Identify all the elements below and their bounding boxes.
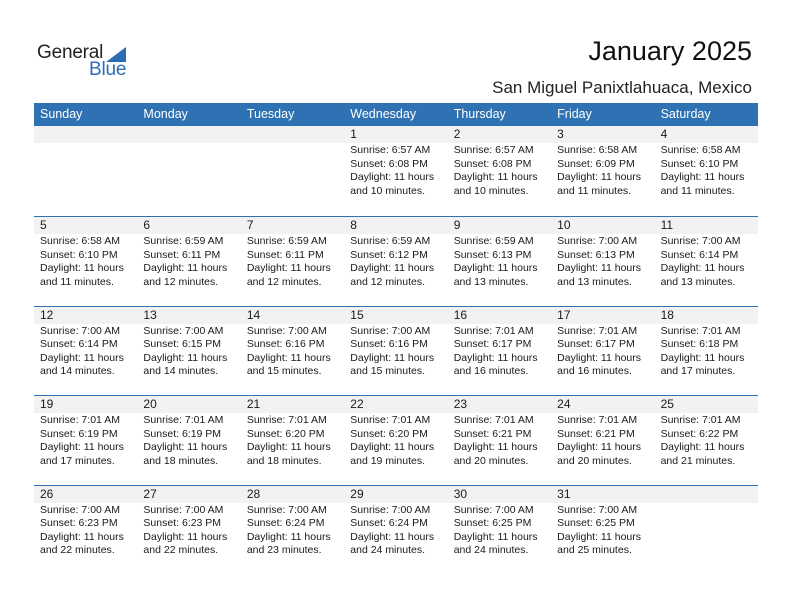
logo-blue-text: Blue xyxy=(89,59,127,80)
weekday-wednesday: Wednesday xyxy=(350,107,417,121)
sunset-text: Sunset: 6:08 PM xyxy=(350,157,428,170)
day-info xyxy=(241,503,344,558)
day-info xyxy=(241,413,344,468)
day-info xyxy=(344,413,447,468)
weekday-tuesday: Tuesday xyxy=(246,107,295,121)
sunset-text: Sunset: 6:10 PM xyxy=(660,157,739,170)
day-number: 15 xyxy=(344,307,447,324)
daylight-minutes-text: and 13 minutes. xyxy=(453,275,529,288)
sunrise-text: Sunrise: 7:01 AM xyxy=(557,414,638,426)
day-info xyxy=(34,234,137,289)
empty-day-cell xyxy=(655,486,758,575)
day-number: 2 xyxy=(448,126,551,143)
day-number: 28 xyxy=(241,486,344,503)
day-number: 13 xyxy=(137,307,240,324)
sunrise-text: Sunrise: 7:00 AM xyxy=(40,503,120,516)
day-number: 3 xyxy=(551,126,654,143)
daylight-text: Daylight: 11 hours xyxy=(350,171,435,183)
daylight-text: Daylight: 11 hours xyxy=(557,441,641,453)
sunset-text: Sunset: 6:20 PM xyxy=(350,427,428,440)
sunrise-text: Sunrise: 7:01 AM xyxy=(660,324,741,337)
day-number: 4 xyxy=(655,126,758,143)
day-info xyxy=(241,143,344,144)
daylight-minutes-text: and 11 minutes. xyxy=(557,184,632,197)
sunset-text: Sunset: 6:21 PM xyxy=(557,427,635,440)
day-cell xyxy=(344,486,447,575)
daylight-text: Daylight: 11 hours xyxy=(557,351,641,364)
daylight-minutes-text: and 22 minutes. xyxy=(40,544,115,556)
day-number: 23 xyxy=(448,396,551,413)
day-cell xyxy=(655,307,758,396)
sunrise-text: Sunrise: 7:01 AM xyxy=(246,414,327,426)
day-cell xyxy=(241,486,344,575)
day-number: 20 xyxy=(137,396,240,413)
daylight-minutes-text: and 16 minutes. xyxy=(557,365,632,377)
day-cell xyxy=(34,307,137,396)
week-row xyxy=(34,306,758,396)
sunset-text: Sunset: 6:23 PM xyxy=(40,517,118,529)
sunset-text: Sunset: 6:23 PM xyxy=(143,517,222,529)
day-cell xyxy=(551,486,654,575)
sunset-text: Sunset: 6:25 PM xyxy=(453,517,532,529)
daylight-text: Daylight: 11 hours xyxy=(453,171,538,183)
sunset-text: Sunset: 6:16 PM xyxy=(350,338,428,350)
sunrise-text: Sunrise: 6:58 AM xyxy=(660,144,741,156)
day-number: 19 xyxy=(34,396,137,413)
daylight-text: Daylight: 11 hours xyxy=(453,351,538,364)
location-subtitle: San Miguel Panixtlahuaca, Mexico xyxy=(492,78,752,97)
daylight-minutes-text: and 23 minutes. xyxy=(246,544,322,556)
daylight-text: Daylight: 11 hours xyxy=(557,530,641,543)
daylight-text: Daylight: 11 hours xyxy=(557,171,641,183)
day-number: 7 xyxy=(241,217,344,234)
day-number: 10 xyxy=(551,217,654,234)
daylight-minutes-text: and 14 minutes. xyxy=(143,365,219,377)
daylight-minutes-text: and 18 minutes. xyxy=(246,454,322,467)
daylight-text: Daylight: 11 hours xyxy=(143,351,228,364)
day-cell xyxy=(137,307,240,396)
sunset-text: Sunset: 6:10 PM xyxy=(40,248,118,261)
week-row xyxy=(34,126,758,216)
daylight-minutes-text: and 10 minutes. xyxy=(350,184,425,197)
day-info xyxy=(344,503,447,558)
day-number: 18 xyxy=(655,307,758,324)
week-row xyxy=(34,485,758,575)
daylight-minutes-text: and 13 minutes. xyxy=(557,275,632,288)
empty-day-cell xyxy=(137,126,240,216)
day-info xyxy=(551,234,654,289)
day-info xyxy=(344,234,447,289)
daylight-text: Daylight: 11 hours xyxy=(246,441,331,453)
sunset-text: Sunset: 6:13 PM xyxy=(453,248,532,261)
sunset-text: Sunset: 6:11 PM xyxy=(246,248,324,261)
day-cell xyxy=(448,396,551,485)
day-number: 25 xyxy=(655,396,758,413)
day-info xyxy=(137,324,240,379)
day-info xyxy=(655,503,758,504)
sunset-text: Sunset: 6:09 PM xyxy=(557,157,635,170)
day-cell xyxy=(551,396,654,485)
day-info xyxy=(344,324,447,379)
sunrise-text: Sunrise: 6:57 AM xyxy=(350,144,431,156)
sunrise-text: Sunrise: 6:59 AM xyxy=(143,235,224,247)
day-cell xyxy=(551,217,654,306)
daylight-minutes-text: and 22 minutes. xyxy=(143,544,219,556)
daylight-minutes-text: and 25 minutes. xyxy=(557,544,632,556)
day-cell xyxy=(34,396,137,485)
day-info xyxy=(137,143,240,144)
daylight-text: Daylight: 11 hours xyxy=(246,351,331,364)
day-cell xyxy=(344,307,447,396)
daylight-minutes-text: and 12 minutes. xyxy=(350,275,425,288)
sunset-text: Sunset: 6:08 PM xyxy=(453,157,532,170)
sunrise-text: Sunrise: 6:59 AM xyxy=(350,235,431,247)
day-number: 27 xyxy=(137,486,240,503)
daylight-text: Daylight: 11 hours xyxy=(350,530,435,543)
sunrise-text: Sunrise: 7:00 AM xyxy=(660,235,741,247)
sunrise-text: Sunrise: 6:59 AM xyxy=(453,235,534,247)
sunset-text: Sunset: 6:18 PM xyxy=(660,338,739,350)
daylight-text: Daylight: 11 hours xyxy=(660,262,745,274)
sunrise-text: Sunrise: 6:58 AM xyxy=(557,144,638,156)
day-info xyxy=(448,503,551,558)
day-cell xyxy=(551,307,654,396)
daylight-minutes-text: and 20 minutes. xyxy=(453,454,529,467)
sunset-text: Sunset: 6:22 PM xyxy=(660,427,739,440)
sunrise-text: Sunrise: 6:59 AM xyxy=(246,235,327,247)
empty-day-cell xyxy=(241,126,344,216)
daylight-text: Daylight: 11 hours xyxy=(350,262,435,274)
day-cell xyxy=(551,126,654,216)
daylight-text: Daylight: 11 hours xyxy=(453,530,538,543)
sunrise-text: Sunrise: 7:00 AM xyxy=(350,503,431,516)
day-info xyxy=(344,143,447,198)
day-info xyxy=(137,503,240,558)
day-info xyxy=(551,413,654,468)
daylight-text: Daylight: 11 hours xyxy=(660,351,745,364)
day-cell xyxy=(655,217,758,306)
daylight-minutes-text: and 16 minutes. xyxy=(453,365,529,377)
day-number: 26 xyxy=(34,486,137,503)
day-cell xyxy=(241,217,344,306)
day-number: 1 xyxy=(344,126,447,143)
sunrise-text: Sunrise: 7:01 AM xyxy=(350,414,431,426)
day-cell xyxy=(655,396,758,485)
weekday-sunday: Sunday xyxy=(40,107,83,121)
day-number xyxy=(34,126,137,143)
day-info xyxy=(655,324,758,379)
sunset-text: Sunset: 6:17 PM xyxy=(557,338,635,350)
day-number: 24 xyxy=(551,396,654,413)
sunrise-text: Sunrise: 7:00 AM xyxy=(143,324,224,337)
daylight-text: Daylight: 11 hours xyxy=(143,441,228,453)
day-cell xyxy=(448,307,551,396)
daylight-minutes-text: and 17 minutes. xyxy=(40,454,115,467)
daylight-text: Daylight: 11 hours xyxy=(246,530,331,543)
daylight-minutes-text: and 11 minutes. xyxy=(660,184,735,197)
day-number: 5 xyxy=(34,217,137,234)
daylight-minutes-text: and 15 minutes. xyxy=(350,365,425,377)
sunrise-text: Sunrise: 7:00 AM xyxy=(557,503,638,516)
sunrise-text: Sunrise: 7:00 AM xyxy=(453,503,534,516)
sunset-text: Sunset: 6:19 PM xyxy=(40,427,118,440)
sunset-text: Sunset: 6:24 PM xyxy=(246,517,325,529)
day-cell xyxy=(241,307,344,396)
sunset-text: Sunset: 6:14 PM xyxy=(40,338,118,350)
sunset-text: Sunset: 6:24 PM xyxy=(350,517,428,529)
sunrise-text: Sunrise: 7:01 AM xyxy=(453,324,534,337)
daylight-text: Daylight: 11 hours xyxy=(557,262,641,274)
day-cell xyxy=(34,486,137,575)
sunset-text: Sunset: 6:13 PM xyxy=(557,248,635,261)
week-row xyxy=(34,395,758,485)
day-info xyxy=(655,143,758,198)
day-number: 12 xyxy=(34,307,137,324)
sunrise-text: Sunrise: 7:01 AM xyxy=(40,414,120,426)
sunrise-text: Sunrise: 7:00 AM xyxy=(350,324,431,337)
day-info xyxy=(34,503,137,558)
day-number: 31 xyxy=(551,486,654,503)
day-number: 9 xyxy=(448,217,551,234)
sunrise-text: Sunrise: 7:01 AM xyxy=(557,324,638,337)
day-info xyxy=(551,324,654,379)
day-info xyxy=(241,324,344,379)
daylight-minutes-text: and 24 minutes. xyxy=(350,544,425,556)
weekday-thursday: Thursday xyxy=(453,107,506,121)
daylight-minutes-text: and 12 minutes. xyxy=(246,275,322,288)
sunrise-text: Sunrise: 7:00 AM xyxy=(40,324,120,337)
sunrise-text: Sunrise: 7:01 AM xyxy=(453,414,534,426)
day-info xyxy=(241,234,344,289)
day-number: 17 xyxy=(551,307,654,324)
daylight-minutes-text: and 21 minutes. xyxy=(660,454,736,467)
logo-general-text: General xyxy=(37,42,104,63)
daylight-text: Daylight: 11 hours xyxy=(143,530,228,543)
daylight-text: Daylight: 11 hours xyxy=(40,441,124,453)
day-info xyxy=(551,503,654,558)
weekday-monday: Monday xyxy=(143,107,188,121)
day-number xyxy=(241,126,344,143)
sunrise-text: Sunrise: 7:00 AM xyxy=(557,235,638,247)
empty-day-cell xyxy=(34,126,137,216)
daylight-minutes-text: and 13 minutes. xyxy=(660,275,736,288)
daylight-text: Daylight: 11 hours xyxy=(350,351,435,364)
sunrise-text: Sunrise: 7:01 AM xyxy=(143,414,224,426)
day-cell xyxy=(344,126,447,216)
daylight-text: Daylight: 11 hours xyxy=(453,441,538,453)
day-cell xyxy=(448,486,551,575)
day-number: 11 xyxy=(655,217,758,234)
sunrise-text: Sunrise: 7:00 AM xyxy=(246,324,327,337)
logo xyxy=(37,42,137,82)
sunrise-text: Sunrise: 7:00 AM xyxy=(143,503,224,516)
day-info xyxy=(655,234,758,289)
sunset-text: Sunset: 6:20 PM xyxy=(246,427,325,440)
daylight-text: Daylight: 11 hours xyxy=(40,262,124,274)
daylight-minutes-text: and 14 minutes. xyxy=(40,365,115,377)
day-cell xyxy=(34,217,137,306)
day-number: 22 xyxy=(344,396,447,413)
daylight-text: Daylight: 11 hours xyxy=(246,262,331,274)
day-info xyxy=(137,413,240,468)
daylight-text: Daylight: 11 hours xyxy=(350,441,435,453)
day-info xyxy=(448,324,551,379)
daylight-minutes-text: and 20 minutes. xyxy=(557,454,632,467)
day-cell xyxy=(344,217,447,306)
day-number: 30 xyxy=(448,486,551,503)
weekday-header-row xyxy=(34,103,758,126)
day-number: 21 xyxy=(241,396,344,413)
day-number xyxy=(137,126,240,143)
daylight-minutes-text: and 12 minutes. xyxy=(143,275,219,288)
day-info xyxy=(448,413,551,468)
sunrise-text: Sunrise: 7:01 AM xyxy=(660,414,741,426)
weekday-friday: Friday xyxy=(557,107,592,121)
daylight-minutes-text: and 11 minutes. xyxy=(40,275,114,288)
day-cell xyxy=(448,126,551,216)
daylight-text: Daylight: 11 hours xyxy=(453,262,538,274)
sunset-text: Sunset: 6:12 PM xyxy=(350,248,428,261)
sunset-text: Sunset: 6:16 PM xyxy=(246,338,325,350)
sunset-text: Sunset: 6:21 PM xyxy=(453,427,532,440)
sunrise-text: Sunrise: 6:58 AM xyxy=(40,235,120,247)
daylight-minutes-text: and 17 minutes. xyxy=(660,365,736,377)
sunset-text: Sunset: 6:14 PM xyxy=(660,248,739,261)
day-number: 14 xyxy=(241,307,344,324)
day-info xyxy=(448,234,551,289)
day-info xyxy=(137,234,240,289)
daylight-text: Daylight: 11 hours xyxy=(660,441,745,453)
weekday-saturday: Saturday xyxy=(660,107,711,121)
day-cell xyxy=(137,486,240,575)
week-row xyxy=(34,216,758,306)
daylight-text: Daylight: 11 hours xyxy=(143,262,228,274)
daylight-minutes-text: and 10 minutes. xyxy=(453,184,529,197)
page-title: January 2025 xyxy=(588,36,752,66)
sunset-text: Sunset: 6:25 PM xyxy=(557,517,635,529)
calendar-grid xyxy=(34,103,758,574)
sunset-text: Sunset: 6:17 PM xyxy=(453,338,532,350)
daylight-text: Daylight: 11 hours xyxy=(40,530,124,543)
sunrise-text: Sunrise: 7:00 AM xyxy=(246,503,327,516)
day-cell xyxy=(137,217,240,306)
sunrise-text: Sunrise: 6:57 AM xyxy=(453,144,534,156)
day-number xyxy=(655,486,758,503)
daylight-text: Daylight: 11 hours xyxy=(40,351,124,364)
daylight-minutes-text: and 24 minutes. xyxy=(453,544,529,556)
daylight-text: Daylight: 11 hours xyxy=(660,171,745,183)
day-number: 8 xyxy=(344,217,447,234)
day-info xyxy=(655,413,758,468)
day-info xyxy=(551,143,654,198)
day-info xyxy=(34,143,137,144)
sunset-text: Sunset: 6:19 PM xyxy=(143,427,222,440)
weeks-container xyxy=(34,126,758,574)
day-info xyxy=(34,413,137,468)
day-number: 6 xyxy=(137,217,240,234)
day-cell xyxy=(448,217,551,306)
sunset-text: Sunset: 6:11 PM xyxy=(143,248,221,261)
day-cell xyxy=(137,396,240,485)
day-number: 29 xyxy=(344,486,447,503)
day-info xyxy=(34,324,137,379)
daylight-minutes-text: and 15 minutes. xyxy=(246,365,322,377)
day-number: 16 xyxy=(448,307,551,324)
daylight-minutes-text: and 19 minutes. xyxy=(350,454,425,467)
day-cell xyxy=(241,396,344,485)
day-cell xyxy=(344,396,447,485)
daylight-minutes-text: and 18 minutes. xyxy=(143,454,219,467)
sunset-text: Sunset: 6:15 PM xyxy=(143,338,222,350)
day-info xyxy=(448,143,551,198)
day-cell xyxy=(655,126,758,216)
